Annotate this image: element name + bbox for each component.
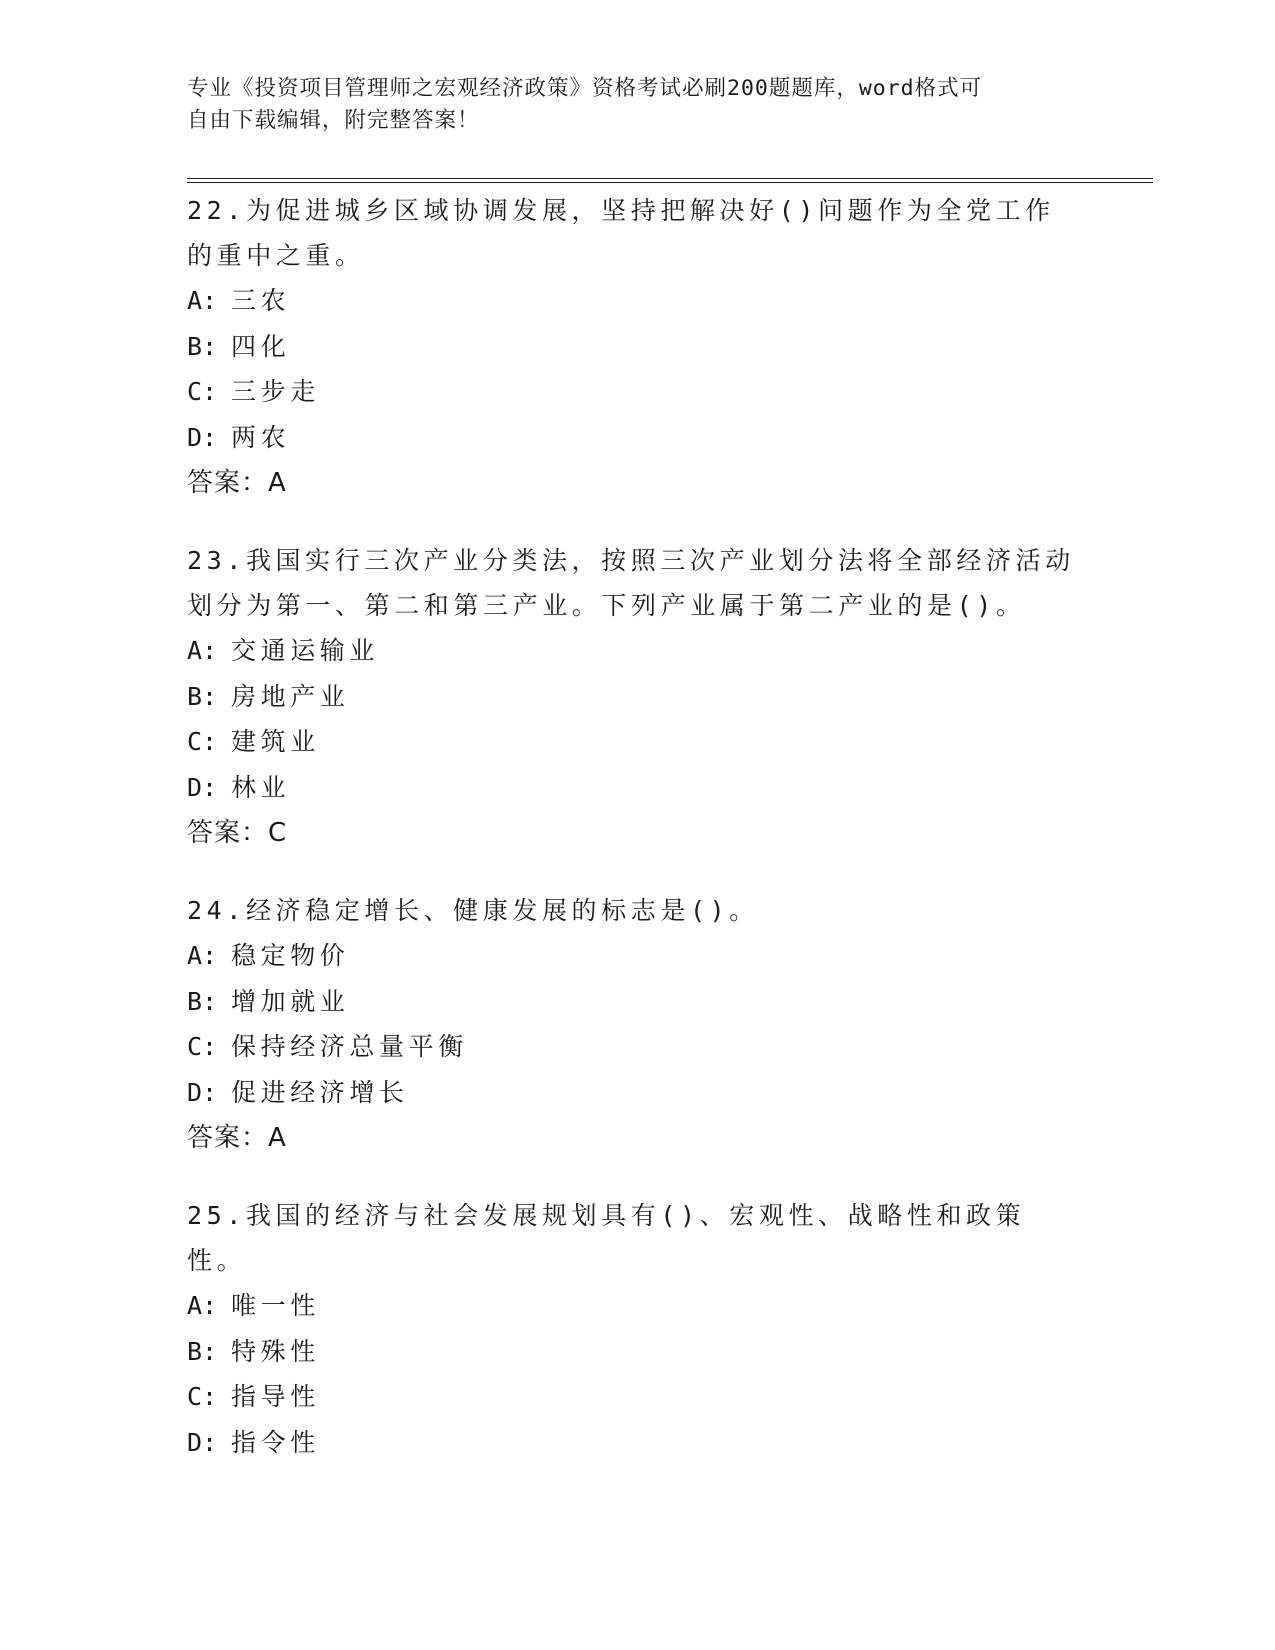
question-stem: 25.我国的经济与社会发展规划具有()、宏观性、战略性和政策性。 <box>187 1201 1026 1275</box>
option-text: 四化 <box>231 331 291 361</box>
option-text: 指导性 <box>231 1382 320 1411</box>
option-key: C: <box>187 377 218 406</box>
option-c <box>187 369 1077 415</box>
option-key: B: <box>187 331 218 361</box>
option-key: C: <box>187 1032 218 1061</box>
answer: 答案：A <box>187 468 287 498</box>
option-key: B: <box>187 986 218 1016</box>
option-text: 唯一性 <box>231 1291 320 1320</box>
question-25 <box>187 1193 1077 1465</box>
option-key: A: <box>187 941 218 970</box>
question-23 <box>187 538 1077 856</box>
question-stem: 22.为促进城乡区域协调发展，坚持把解决好()问题作为全党工作的重中之重。 <box>187 196 1055 270</box>
option-key: D: <box>187 1077 218 1107</box>
option-text: 增加就业 <box>231 986 350 1016</box>
option-text: 特殊性 <box>231 1336 320 1366</box>
answer: 答案：A <box>187 1123 287 1153</box>
option-text: 指令性 <box>231 1427 320 1457</box>
option-c <box>187 1374 1077 1420</box>
question-22 <box>187 188 1077 506</box>
question-stem: 23.我国实行三次产业分类法，按照三次产业划分法将全部经济活动划分为第一、第二和第三产业。下列产业属于第二产业的是()。 <box>187 546 1075 620</box>
option-key: B: <box>187 681 218 711</box>
option-key: A: <box>187 286 218 315</box>
option-text: 三步走 <box>231 377 320 406</box>
option-b <box>187 979 1077 1025</box>
header-line-1: 专业《投资项目管理师之宏观经济政策》资格考试必刷200题题库，word格式可 <box>187 76 983 101</box>
option-c <box>187 1024 1077 1070</box>
option-text: 林业 <box>231 772 291 802</box>
option-key: D: <box>187 422 218 452</box>
option-text: 三农 <box>231 286 291 315</box>
option-d <box>187 765 1077 811</box>
option-key: C: <box>187 727 218 756</box>
option-a <box>187 278 1077 324</box>
answer: 答案：C <box>187 818 288 848</box>
option-text: 两农 <box>231 422 291 452</box>
question-stem: 24.经济稳定增长、健康发展的标志是()。 <box>187 896 759 925</box>
option-key: A: <box>187 636 218 665</box>
option-text: 交通运输业 <box>231 636 380 665</box>
option-text: 促进经济增长 <box>231 1077 409 1107</box>
header-divider <box>187 178 1153 183</box>
option-d <box>187 1420 1077 1466</box>
document-header <box>187 73 1067 137</box>
question-24 <box>187 888 1077 1161</box>
option-d <box>187 1070 1077 1116</box>
option-a <box>187 628 1077 674</box>
option-b <box>187 674 1077 720</box>
option-c <box>187 719 1077 765</box>
option-key: B: <box>187 1336 218 1366</box>
option-text: 稳定物价 <box>231 941 350 970</box>
option-text: 房地产业 <box>231 681 350 711</box>
option-key: C: <box>187 1382 218 1411</box>
header-line-2: 自由下载编辑，附完整答案！ <box>187 108 480 133</box>
option-a <box>187 933 1077 979</box>
option-text: 建筑业 <box>231 727 320 756</box>
option-key: A: <box>187 1291 218 1320</box>
option-a <box>187 1283 1077 1329</box>
option-key: D: <box>187 1427 218 1457</box>
option-d <box>187 415 1077 461</box>
question-list <box>187 188 1077 1497</box>
option-key: D: <box>187 772 218 802</box>
option-b <box>187 1329 1077 1375</box>
option-b <box>187 324 1077 370</box>
option-text: 保持经济总量平衡 <box>231 1032 468 1061</box>
